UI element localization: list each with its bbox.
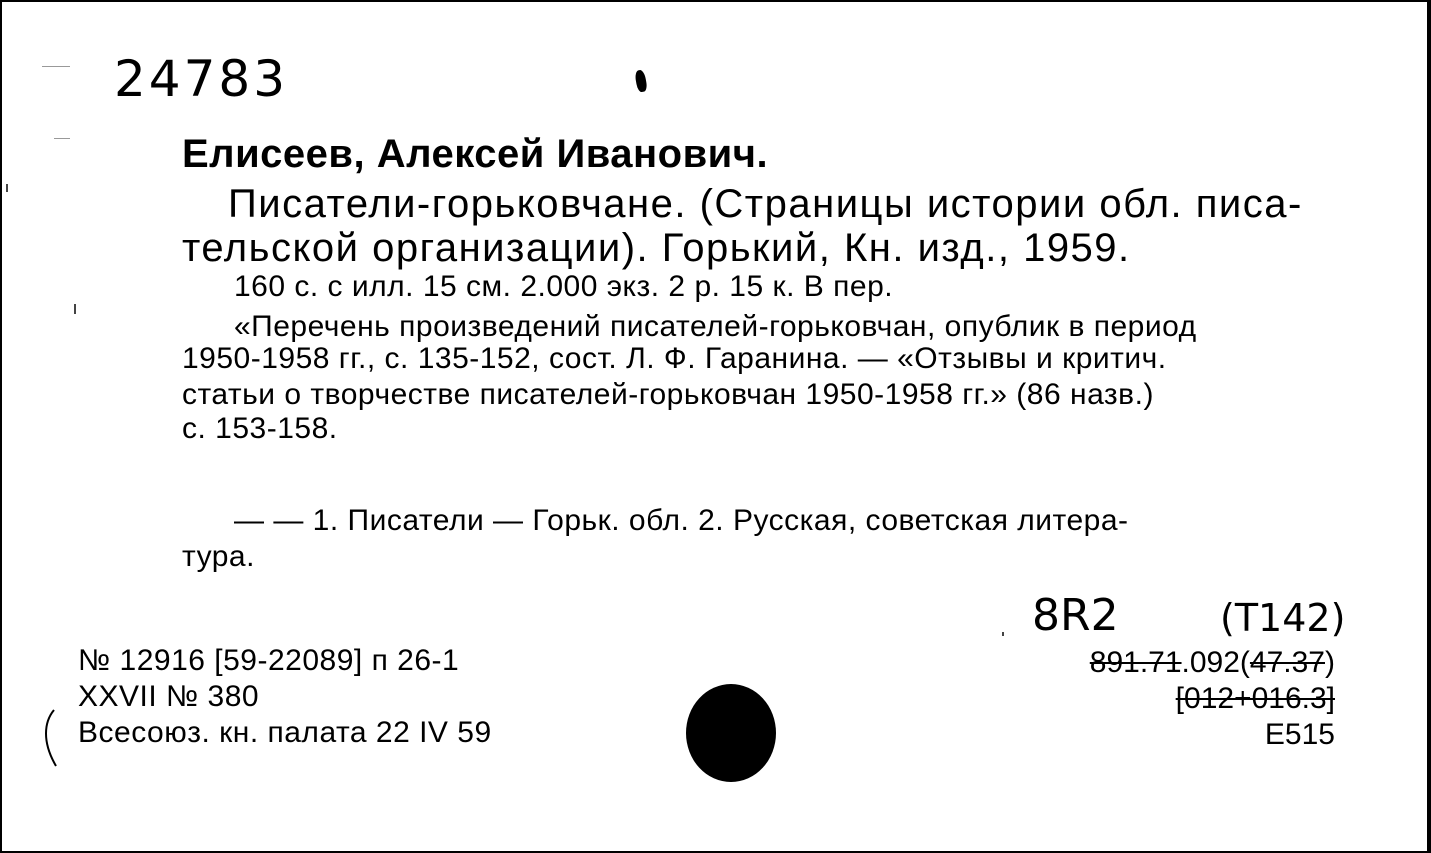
card-number-line: № 12916 [59-22089] п 26-1: [78, 644, 460, 677]
inventory-number: 24783: [114, 50, 289, 108]
scan-speck: [1002, 632, 1004, 636]
title-line-1: Писатели-горьковчане. (Страницы истории обл. писа-: [228, 182, 1303, 226]
imprint-details: 160 с. с илл. 15 см. 2.000 экз. 2 р. 15 к. В пер.: [234, 270, 894, 303]
note-line-2: 1950-1958 гг., с. 135-152, сост. Л. Ф. Гаранина. — «Отзывы и критич.: [182, 342, 1167, 375]
author-mark: Е515: [1264, 718, 1335, 751]
author-heading: Елисеев, Алексей Иванович.: [182, 132, 769, 176]
struck-class-2: 47.37: [1249, 646, 1325, 679]
note-line-4: с. 153-158.: [182, 412, 338, 445]
chamber-line: Всесоюз. кн. палата 22 IV 59: [78, 716, 492, 749]
punch-hole: [686, 684, 776, 782]
scan-speck: [54, 138, 70, 139]
subjects-line-2: тура.: [182, 540, 255, 573]
subjects-line-1: — — 1. Писатели — Горьк. обл. 2. Русская, советская литера-: [234, 504, 1129, 537]
title-line-2: тельской организации). Горький, Кн. изд., 1959.: [182, 226, 1131, 270]
scan-speck: [6, 184, 8, 192]
volume-line: XXVII № 380: [78, 680, 260, 713]
note-line-3: статьи о творчестве писателей-горьковчан 1950-1958 гг.» (86 назв.): [182, 378, 1154, 411]
handwritten-code: (Т142): [1220, 596, 1346, 640]
handwritten-classification: 8R2: [1032, 590, 1119, 641]
classification-line-1: [1090, 646, 1335, 680]
scan-speck: [74, 304, 76, 314]
note-line-1: «Перечень произведений писателей-горьковчан, опублик в период: [234, 310, 1197, 343]
classification-line-2: [012+016.3]: [1175, 682, 1335, 715]
pencil-stroke: [40, 708, 60, 768]
struck-class-1: 891.71: [1089, 646, 1182, 679]
class-close: ): [1325, 646, 1335, 679]
ink-mark: [634, 69, 648, 92]
scan-speck: [42, 66, 70, 67]
class-main: .092(: [1181, 646, 1250, 679]
